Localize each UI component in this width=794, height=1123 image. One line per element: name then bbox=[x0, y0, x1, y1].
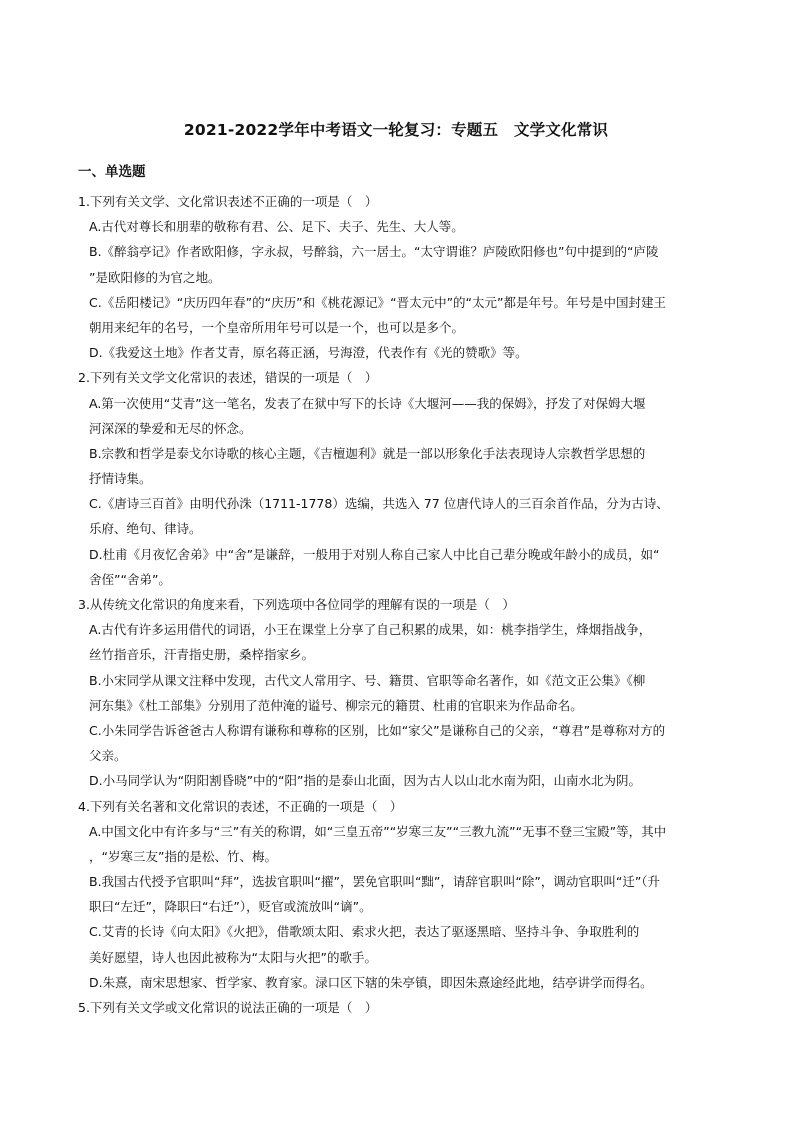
option-line: C.艾青的长诗《向太阳》《火把》，借歌颂太阳、索求火把，表达了驱逐黑暗、坚持斗争、争取胜利的 bbox=[89, 924, 640, 940]
question-line: 3.从传统文化常识的角度来看，下列选项中各位同学的理解有误的一项是（ ） bbox=[78, 597, 515, 612]
question-line: 2.下列有关文学文化常识的表述，错误的一项是（ ） bbox=[78, 370, 378, 386]
option-line: D.朱熹，南宋思想家、哲学家、教育家。渌口区下辖的朱亭镇，即因朱熹途经此地，结亭讲学而得名。 bbox=[89, 974, 653, 990]
option-line: 河东集》《杜工部集》分别用了范仲淹的谥号、柳宗元的籍贯、杜甫的官职来为作品命名。 bbox=[89, 697, 583, 713]
option-line: 舍侄”“舍弟”。 bbox=[89, 571, 171, 587]
option-line: B.我国古代授予官职叫“拜”，选拔官职叫“擢”，罢免官职叫“黜”，请辞官职叫“除”，调动官职叫“迁”（升 bbox=[89, 874, 661, 890]
option-line: 抒情诗集。 bbox=[89, 471, 152, 487]
option-line: ，“岁寒三友”指的是松、竹、梅。 bbox=[89, 848, 277, 864]
option-line: 河深深的挚爱和无尽的怀念。 bbox=[89, 420, 252, 436]
option-line: A.中国文化中有许多与“三”有关的称谓，如“三皇五帝”“岁寒三友”“三教九流”“无事不登三宝殿”等，其中 bbox=[89, 823, 667, 839]
question-body bbox=[78, 189, 714, 1020]
option-line: B.宗教和哲学是泰戈尔诗歌的核心主题，《吉檀迦利》就是一部以形象化手法表现诗人宗教哲学思想的 bbox=[89, 445, 646, 461]
option-line: D.《我爱这土地》作者艾青，原名蒋正涵，号海澄，代表作有《光的赞歌》等。 bbox=[89, 345, 528, 361]
option-line: C.《唐诗三百首》由明代孙洙（1711-1778）选编，共选入 77 位唐代诗人的三百余首作品，分为古诗、 bbox=[89, 496, 669, 512]
option-line: B.《醉翁亭记》作者欧阳修，字永叔，号醉翁，六一居士。“太守谓谁？庐陵欧阳修也”句中提到的“庐陵 bbox=[89, 244, 659, 260]
section-heading: 一、单选题 bbox=[78, 164, 146, 180]
option-line: 美好愿望，诗人也因此被称为“太阳与火把”的歌手。 bbox=[89, 949, 377, 965]
option-line: D.杜甫《月夜忆舍弟》中“舍”是谦辞，一般用于对别人称自己家人中比自己辈分晚或年龄小的成员，如“ bbox=[89, 546, 660, 562]
option-line: 乐府、绝句、律诗。 bbox=[89, 521, 202, 537]
option-line: 父亲。 bbox=[89, 748, 127, 764]
option-line: A.古代对尊长和朋辈的敬称有君、公、足下、夫子、先生、大人等。 bbox=[89, 219, 464, 235]
option-line: C.小朱同学告诉爸爸古人称谓有谦称和尊称的区别，比如“家父”是谦称自己的父亲，“尊君”是尊称对方的 bbox=[89, 722, 666, 738]
option-line: D.小马同学认为“阴阳割昏晓”中的“阳”指的是泰山北面，因为古人以山北水南为阳，山南水北为阴。 bbox=[89, 773, 642, 789]
option-line: A.第一次使用“艾青”这一笔名，发表了在狱中写下的长诗《大堰河——我的保姆》，抒发了对保姆大堰 bbox=[89, 395, 646, 411]
document-title: 2021-2022学年中考语文一轮复习：专题五 文学文化常识 bbox=[183, 121, 609, 139]
question-line: 1.下列有关文学、文化常识表述不正确的一项是（ ） bbox=[78, 194, 378, 209]
option-line: 丝竹指音乐，汗青指史册，桑梓指家乡。 bbox=[89, 647, 315, 663]
option-line: C.《岳阳楼记》“庆历四年春”的“庆历”和《桃花源记》“晋太元中”的“太元”都是年号。年号是中国封建王 bbox=[89, 294, 667, 310]
question-line: 5.下列有关文学或文化常识的说法正确的一项是（ ） bbox=[78, 1000, 378, 1015]
option-line: 朝用来纪年的名号，一个皇帝所用年号可以是一个，也可以是多个。 bbox=[89, 319, 465, 335]
option-line: B.小宋同学从课文注释中发现，古代文人常用字、号、籍贯、官职等命名著作，如《范文正公集》《柳 bbox=[89, 672, 646, 688]
question-line: 4.下列有关名著和文化常识的表述，不正确的一项是（ ） bbox=[78, 798, 403, 814]
option-line: A.古代有许多运用借代的词语，小王在课堂上分享了自己积累的成果，如：桃李指学生，烽烟指战争， bbox=[89, 622, 652, 638]
option-line: 职曰“左迁”，降职曰“右迁”），贬官或流放叫“谪”。 bbox=[89, 899, 372, 915]
option-line: ”是欧阳修的为官之地。 bbox=[89, 269, 221, 285]
